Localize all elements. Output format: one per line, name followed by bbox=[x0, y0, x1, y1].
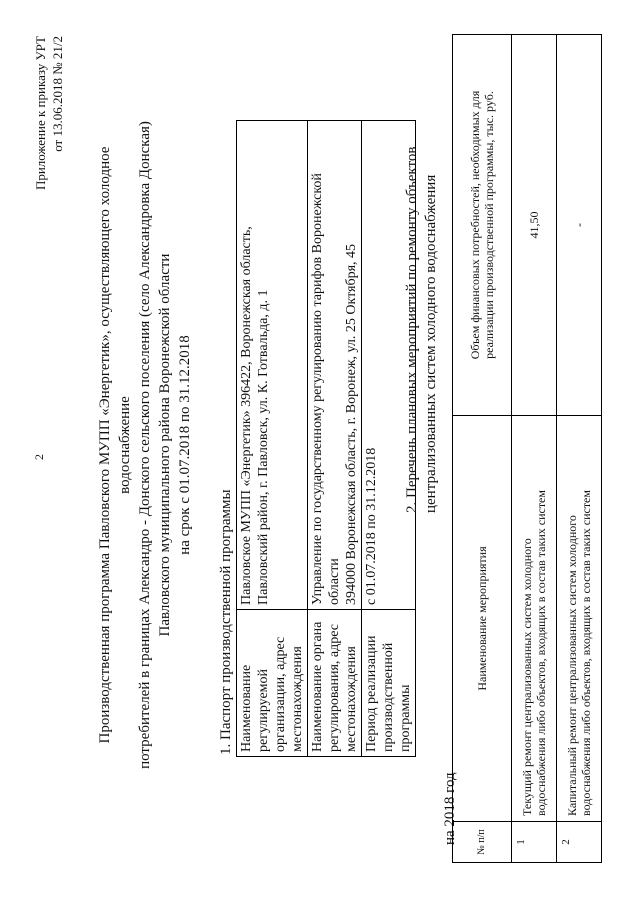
annex-line-2: от 13.06.2018 № 21/2 bbox=[50, 36, 65, 152]
header-line: реализации производственной программы, тыс. руб. bbox=[482, 91, 496, 359]
passport-value bbox=[237, 121, 308, 610]
table-row bbox=[512, 35, 557, 863]
value-line: области bbox=[327, 558, 342, 605]
passport-label: Наименование регулируемой организации, адрес местонахождения bbox=[237, 610, 308, 757]
order-annex-note bbox=[32, 36, 66, 190]
title-line-2: потребителей в границах Александро - Донского сельского поселения (село Александровка Донская) bbox=[137, 121, 153, 769]
table-header-row bbox=[453, 35, 512, 863]
value-line: Павловский район, г. Павловск, ул. К. Готвальда, д. 1 bbox=[256, 289, 271, 605]
row-number: 2 bbox=[557, 822, 602, 863]
value-line: 394000 Воронежская область, г. Воронеж, ул. 25 Октября, 45 bbox=[344, 243, 359, 605]
table-row bbox=[557, 35, 602, 863]
column-header-event: Наименование мероприятия bbox=[453, 416, 512, 822]
table-row bbox=[308, 121, 362, 757]
passport-value bbox=[308, 121, 362, 610]
value-line: Управление по государственному регулированию тарифов Воронежской bbox=[310, 173, 325, 605]
annex-line-1: Приложение к приказу УРТ bbox=[33, 36, 48, 191]
row-number: 1 bbox=[512, 822, 557, 863]
passport-table bbox=[236, 120, 416, 757]
title-line-3: Павловского муниципального района Воронежской области bbox=[157, 253, 173, 637]
passport-label: Наименование органа регулирования, адрес местонахождения bbox=[308, 610, 362, 757]
event-amount: 41,50 bbox=[512, 35, 557, 416]
column-header-amount bbox=[453, 35, 512, 416]
title-line-1: Производственная программа Павловского МУПП «Энергетик», осуществляющего холодное водоснабжение bbox=[97, 146, 133, 744]
repair-events-table bbox=[452, 34, 602, 863]
title-line-4: на срок с 01.07.2018 по 31.12.2018 bbox=[177, 335, 193, 555]
event-line: водоснабжения либо объектов, входящих в состав таких систем bbox=[534, 490, 548, 816]
event-line: водоснабжения либо объектов, входящих в состав таких систем bbox=[579, 490, 593, 816]
column-header-number: № п/п bbox=[453, 822, 512, 863]
value-line: с 01.07.2018 по 31.12.2018 bbox=[364, 447, 379, 605]
header-line: Объем финансовых потребностей, необходимых для bbox=[468, 90, 482, 360]
section-2-heading-line-2: на 2018 год bbox=[442, 772, 458, 845]
section-2-heading-line-1: 2. Перечень плановых мероприятий по ремонту объектов централизованных систем холодного водоснабжения bbox=[404, 146, 439, 513]
event-name bbox=[557, 416, 602, 822]
page-number: 2 bbox=[32, 454, 46, 460]
event-line: Текущий ремонт централизованных систем холодного bbox=[520, 538, 534, 816]
table-row bbox=[237, 121, 308, 757]
event-line: Капитальный ремонт централизованных систем холодного bbox=[565, 515, 579, 816]
event-name bbox=[512, 416, 557, 822]
event-amount: - bbox=[557, 35, 602, 416]
section-1-heading: 1. Паспорт производственной программы bbox=[218, 489, 234, 755]
passport-label: Период реализации производственной программы bbox=[362, 610, 416, 757]
value-line: Павловское МУПП «Энергетик» 396422, Воронежская область, bbox=[239, 226, 254, 605]
document-title bbox=[95, 105, 195, 785]
